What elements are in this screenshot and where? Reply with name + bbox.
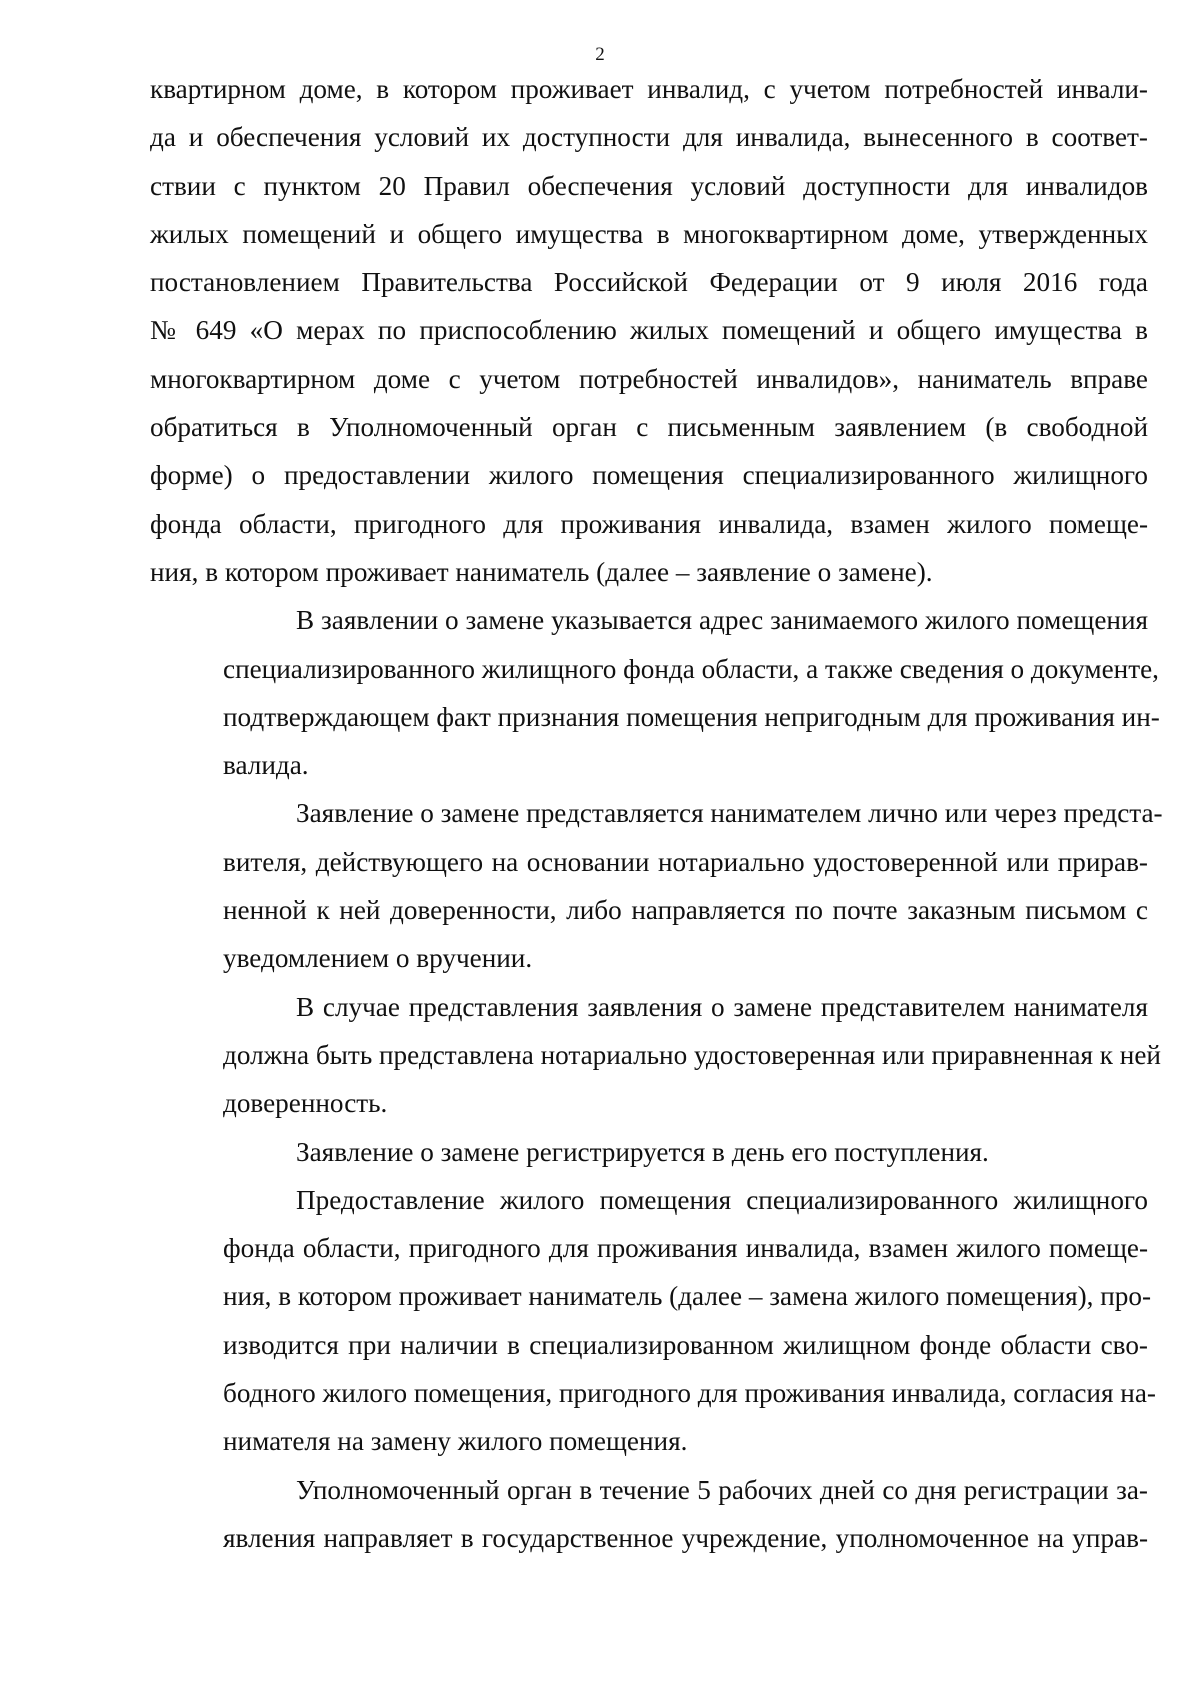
text-line: В случае представления заявления о замене представителем нанимателя (296, 991, 1148, 1022)
text-line: бодного жилого помещения, пригодного для проживания инвалида, согласия на- (223, 1378, 1156, 1409)
text-line: № 649 «О мерах по приспособлению жилых помещений и общего имущества в (150, 315, 1148, 346)
text-line: ния, в котором проживает наниматель (далее – заявление о замене). (150, 556, 933, 587)
text-line: вителя, действующего на основании нотариально удостоверенной или прирав- (223, 846, 1148, 877)
text-line: должна быть представлена нотариально удостоверенная или приравненная к ней (223, 1039, 1161, 1070)
paragraph (150, 1176, 1156, 1466)
document-body (150, 65, 1163, 1562)
text-line: многоквартирном доме с учетом потребностей инвалидов», наниматель вправе (150, 363, 1148, 394)
paragraph (150, 65, 1148, 596)
text-line: явления направляет в государственное учреждение, уполномоченное на управ- (223, 1522, 1148, 1553)
text-line: нимателя на замену жилого помещения. (223, 1426, 688, 1457)
paragraph (150, 1466, 1148, 1563)
text-line: жилых помещений и общего имущества в многоквартирном доме, утвержденных (150, 218, 1148, 249)
text-line: уведомлением о вручении. (223, 943, 533, 974)
text-line: доверенность. (223, 1088, 388, 1119)
paragraph (150, 1128, 1148, 1176)
text-line: да и обеспечения условий их доступности для инвалида, вынесенного в соответ- (150, 122, 1148, 153)
paragraph (150, 983, 1161, 1128)
text-line: фонда области, пригодного для проживания инвалида, взамен жилого помеще- (223, 1233, 1148, 1264)
text-line: ния, в котором проживает наниматель (далее – замена жилого помещения), про- (223, 1281, 1152, 1312)
text-line: валида. (223, 750, 309, 781)
text-line: обратиться в Уполномоченный орган с письменным заявлением (в свободной (150, 412, 1148, 443)
text-line: форме) о предоставлении жилого помещения специализированного жилищного (150, 460, 1148, 491)
page-number: 2 (595, 44, 605, 65)
text-line: Уполномоченный орган в течение 5 рабочих дней со дня регистрации за- (296, 1474, 1148, 1505)
text-line: Заявление о замене представляется нанимателем лично или через предста- (296, 798, 1163, 829)
paragraph (150, 596, 1160, 789)
text-line: фонда области, пригодного для проживания инвалида, взамен жилого помеще- (150, 508, 1148, 539)
text-line: Заявление о замене регистрируется в день его поступления. (296, 1136, 989, 1167)
text-line: Предоставление жилого помещения специализированного жилищного (296, 1184, 1148, 1215)
paragraph (150, 789, 1163, 982)
text-line: ствии с пунктом 20 Правил обеспечения условий доступности для инвалидов (150, 170, 1148, 201)
text-line: подтверждающем факт признания помещения непригодным для проживания ин- (223, 701, 1160, 732)
text-line: ненной к ней доверенности, либо направляется по почте заказным письмом с (223, 895, 1148, 926)
text-line: изводится при наличии в специализированном жилищном фонде области сво- (223, 1329, 1148, 1360)
text-line: В заявлении о замене указывается адрес занимаемого жилого помещения (296, 605, 1148, 636)
text-line: постановлением Правительства Российской Федерации от 9 июля 2016 года (150, 267, 1148, 298)
text-line: квартирном доме, в котором проживает инвалид, с учетом потребностей инвали- (150, 74, 1148, 104)
text-line: специализированного жилищного фонда области, а также сведения о документе, (223, 653, 1159, 684)
